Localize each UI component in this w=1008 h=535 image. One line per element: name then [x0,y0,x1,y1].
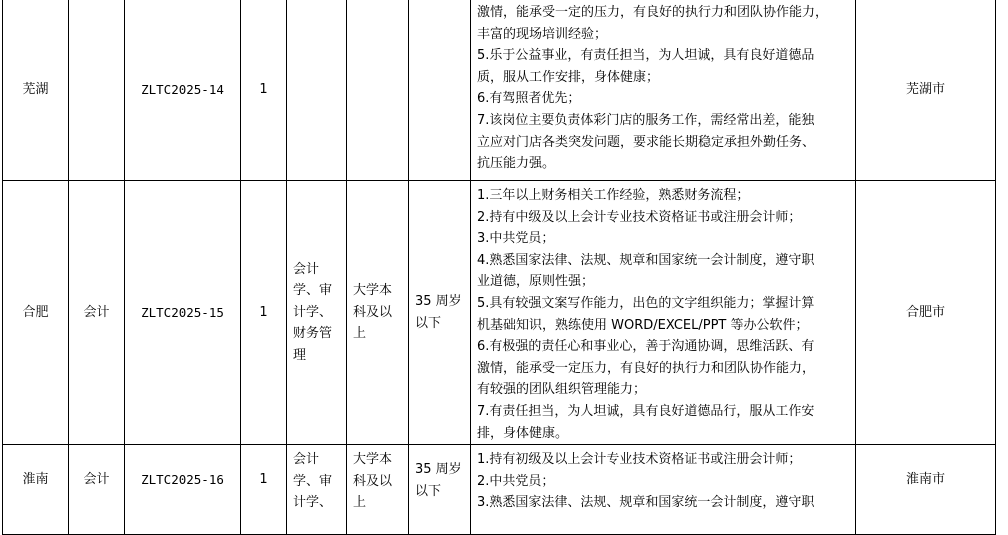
position-cell [69,0,125,181]
age-text: 35 周岁以下 [415,462,462,499]
code-cell: ZLTC2025-15 [125,181,241,445]
code-cell: ZLTC2025-16 [125,445,241,535]
table-row [3,0,996,181]
requirement-line: 立应对门店各类突发问题，要求能长期稳定承担外勤任务、 [477,134,816,150]
count-cell: 1 [241,445,287,535]
table-row [3,181,996,445]
requirement-line: 丰富的现场培训经验； [477,26,608,42]
requirement-line: 1.持有初级及以上会计专业技术资格证书或注册会计师； [477,452,802,468]
requirement-line: 5.乐于公益事业，有责任担当，为人坦诚，具有良好道德品 [477,48,815,64]
requirement-line: 质，服从工作安排，身体健康； [477,69,660,85]
requirement-line: 机基础知识，熟练使用 WORD/EXCEL/PPT 等办公软件； [477,317,809,333]
requirement-line: 有较强的团队组织管理能力； [477,382,647,398]
requirement-line: 2.中共党员； [477,473,555,489]
major-text: 会计学、审计学、财务管理 [293,261,333,363]
major-cell [287,181,347,445]
requirement-line: 激情，能承受一定的压力，有良好的执行力和团队协作能力， [477,5,829,20]
table-row [3,445,996,535]
education-cell [347,0,409,181]
requirements-cell [471,0,856,181]
location-cell: 芜湖市 [856,0,996,181]
position-cell: 会计 [69,445,125,535]
age-cell [409,445,471,535]
requirement-line: 排，身体健康。 [477,425,569,441]
major-cell [287,445,347,535]
requirement-line: 6.有极强的责任心和事业心，善于沟通协调，思维活跃、有 [477,339,815,355]
count-cell: 1 [241,0,287,181]
requirement-line: 抗压能力强。 [477,156,556,172]
requirements-cell [471,445,856,535]
requirement-line: 4.熟悉国家法律、法规、规章和国家统一会计制度，遵守职 [477,252,815,268]
recruitment-table [2,0,996,535]
age-cell [409,181,471,445]
requirement-line: 激情，能承受一定压力，有良好的执行力和团队协作能力， [477,360,816,376]
requirement-line: 业道德，原则性强； [477,274,595,290]
requirement-line: 7.有责任担当，为人坦诚，具有良好道德品行，服从工作安 [477,403,815,419]
city-cell: 合肥 [3,181,69,445]
education-text: 大学本科及以上 [353,452,393,511]
location-cell: 淮南市 [856,445,996,535]
requirement-line: 2.持有中级及以上会计专业技术资格证书或注册会计师； [477,209,802,225]
education-cell [347,181,409,445]
age-cell [409,0,471,181]
requirement-line: 7.该岗位主要负责体彩门店的服务工作，需经常出差，能独 [477,112,815,128]
position-cell: 会计 [69,181,125,445]
major-text: 会计学、审计学、 [293,452,333,511]
requirement-line: 5.具有较强文案写作能力，出色的文字组织能力；掌握计算 [477,295,815,311]
city-cell: 芜湖 [3,0,69,181]
city-cell: 淮南 [3,445,69,535]
major-cell [287,0,347,181]
count-cell: 1 [241,181,287,445]
requirement-line: 3.中共党员； [477,231,555,247]
education-text: 大学本科及以上 [353,283,393,342]
requirement-line: 6.有驾照者优先； [477,91,581,107]
requirements-cell [471,181,856,445]
requirement-line: 1.三年以上财务相关工作经验，熟悉财务流程； [477,188,750,203]
education-cell [347,445,409,535]
location-cell: 合肥市 [856,181,996,445]
requirement-line: 3.熟悉国家法律、法规、规章和国家统一会计制度，遵守职 [477,495,815,511]
age-text: 35 周岁以下 [415,293,462,331]
code-cell: ZLTC2025-14 [125,0,241,181]
